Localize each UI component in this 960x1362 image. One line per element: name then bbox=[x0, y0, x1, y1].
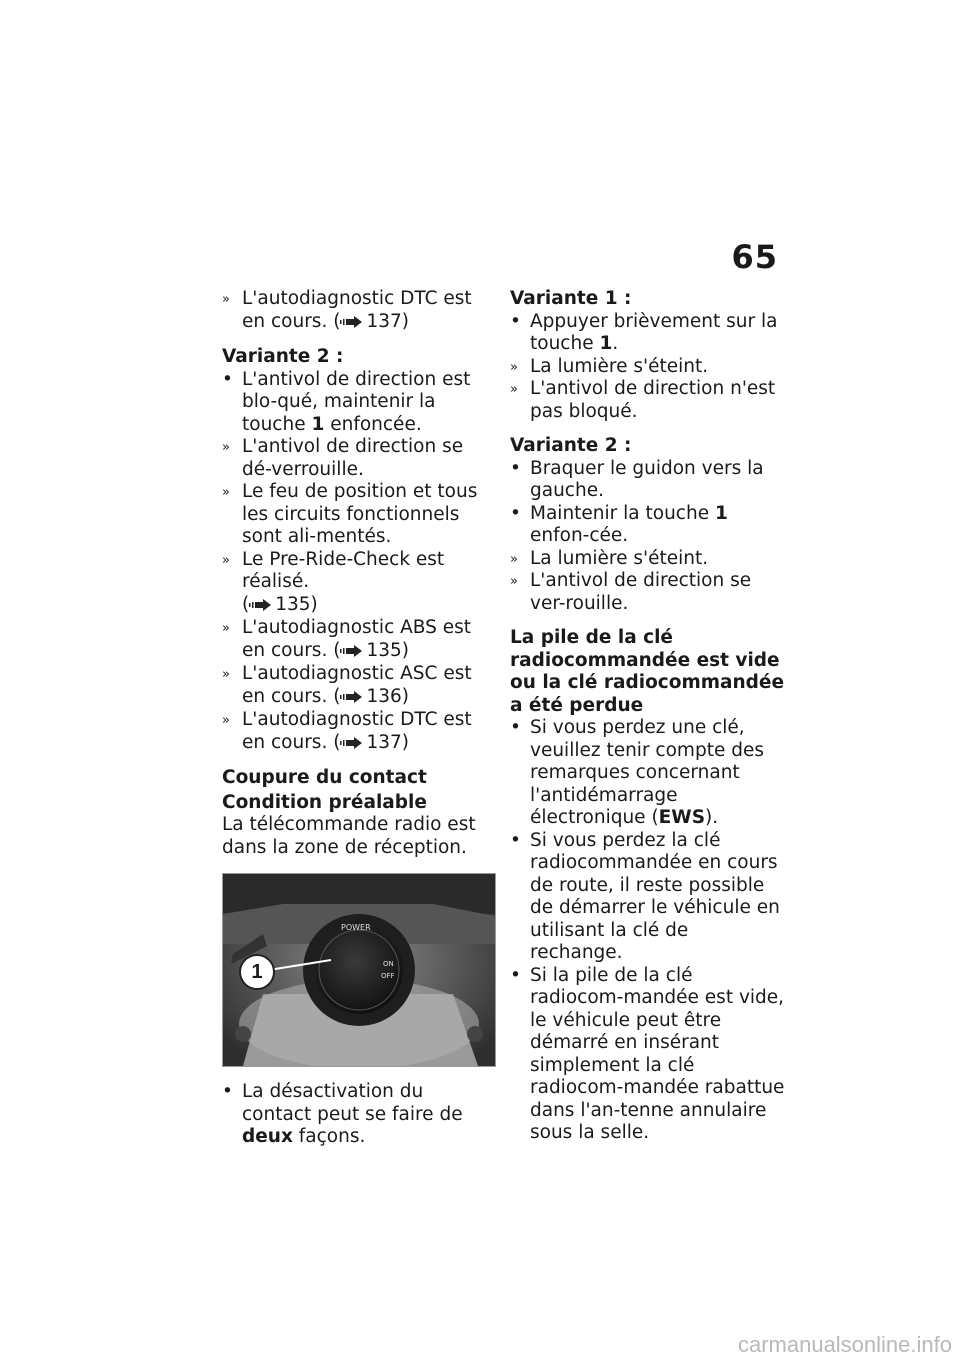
bold-word: deux bbox=[242, 1126, 293, 1147]
page-arrow-icon bbox=[249, 595, 271, 618]
page-reference[interactable]: ( 137) bbox=[333, 311, 409, 332]
list-item bbox=[222, 436, 494, 481]
power-label: POWER bbox=[341, 923, 371, 932]
bullet-icon: • bbox=[222, 368, 233, 390]
button-reference: 1 bbox=[714, 502, 728, 524]
page-reference-number: 137 bbox=[366, 310, 402, 332]
page-reference[interactable]: ( 135) bbox=[242, 594, 318, 615]
list-item bbox=[222, 369, 494, 437]
list-item bbox=[222, 549, 494, 618]
button-reference: 1 bbox=[599, 333, 613, 354]
list-item bbox=[510, 378, 785, 423]
list-item bbox=[510, 311, 785, 356]
item-text: L'antivol de direction n'est pas bloqué. bbox=[530, 378, 776, 422]
item-text: La lumière s'éteint. bbox=[530, 547, 709, 569]
item-text: Maintenir la touche bbox=[530, 502, 715, 524]
result-arrow-icon: » bbox=[510, 574, 518, 589]
button-reference: 1 bbox=[311, 413, 325, 435]
item-text: L'autodiagnostic ASC est en cours. bbox=[242, 663, 472, 707]
result-arrow-icon: » bbox=[222, 552, 230, 568]
list-item bbox=[510, 830, 785, 965]
item-text: La lumière s'éteint. bbox=[530, 355, 709, 377]
page-number: 65 bbox=[731, 238, 778, 276]
item-text: L'antivol de direction est blo-qué, maintenir la touche bbox=[242, 368, 471, 435]
left-column bbox=[222, 288, 494, 1149]
list-item bbox=[510, 548, 785, 571]
result-arrow-icon: » bbox=[222, 667, 230, 682]
right-column bbox=[510, 288, 785, 1145]
bullet-icon: • bbox=[510, 964, 521, 986]
item-text: Appuyer brièvement sur la touche bbox=[530, 310, 778, 354]
item-text: L'antivol de direction se dé-verrouille. bbox=[242, 436, 464, 480]
item-text: La désactivation du contact peut se faire de bbox=[242, 1081, 463, 1125]
result-arrow-icon: » bbox=[222, 292, 230, 307]
result-arrow-icon: » bbox=[222, 621, 230, 636]
item-text: enfoncée. bbox=[324, 413, 422, 435]
result-arrow-icon: » bbox=[510, 382, 518, 397]
page-arrow-icon bbox=[340, 641, 362, 664]
watermark: carmanualsonline.info bbox=[737, 1332, 952, 1357]
page-arrow-icon bbox=[340, 312, 362, 335]
bullet-icon: • bbox=[510, 717, 521, 738]
page-reference[interactable]: ( 135) bbox=[333, 640, 409, 661]
item-text: L'autodiagnostic ABS est en cours. bbox=[242, 617, 472, 661]
variant-2-heading: Variante 2 : bbox=[222, 346, 344, 367]
result-arrow-icon: » bbox=[510, 359, 518, 375]
item-text: L'antivol de direction se ver-rouille. bbox=[530, 570, 752, 614]
bullet-icon: • bbox=[510, 502, 521, 524]
list-item bbox=[222, 288, 494, 334]
bullet-icon: • bbox=[510, 457, 521, 479]
page-reference[interactable]: ( 137) bbox=[333, 732, 409, 753]
item-text: enfon-cée. bbox=[530, 525, 629, 546]
item-text: Braquer le guidon vers la gauche. bbox=[530, 457, 764, 501]
bullet-icon: • bbox=[222, 1081, 233, 1102]
item-text: façons. bbox=[292, 1126, 366, 1147]
list-item bbox=[222, 617, 494, 663]
page-arrow-icon bbox=[340, 687, 362, 710]
list-item bbox=[510, 717, 785, 830]
item-text: Le Pre-Ride-Check est réalisé. bbox=[242, 548, 445, 592]
item-text: . bbox=[612, 333, 619, 354]
section-heading: Coupure du contact bbox=[222, 767, 427, 788]
list-item bbox=[222, 1081, 494, 1149]
item-text: ). bbox=[705, 807, 719, 828]
page-reference-number: 137 bbox=[366, 731, 402, 753]
on-label: ON bbox=[383, 960, 394, 968]
page-arrow-icon bbox=[340, 733, 362, 756]
list-item bbox=[510, 458, 785, 503]
item-text: L'autodiagnostic DTC est en cours. bbox=[242, 709, 472, 753]
page-reference-number: 136 bbox=[366, 685, 402, 707]
item-text: Si la pile de la clé radiocom-mandée est vide, le véhicule peut être démarré en insérant simplement la clé radiocom-mandée rabattue dans l'an-tenne annulaire sous la selle. bbox=[530, 964, 785, 1143]
list-item bbox=[510, 503, 785, 548]
subheading: Condition préalable bbox=[222, 791, 427, 813]
result-arrow-icon: » bbox=[222, 485, 230, 500]
page-reference-number: 135 bbox=[275, 593, 311, 615]
result-arrow-icon: » bbox=[510, 551, 518, 567]
result-arrow-icon: » bbox=[222, 440, 230, 455]
item-text: Si vous perdez la clé radiocommandée en cours de route, il reste possible de démarrer le véhicule en utilisant la clé de rechange. bbox=[530, 829, 780, 963]
list-item bbox=[222, 709, 494, 755]
callout-number: 1 bbox=[239, 954, 275, 990]
item-text: Si vous perdez une clé, veuillez tenir compte des remarques concernant l'antidémarrage électronique ( bbox=[530, 717, 764, 828]
section-heading: La pile de la clé radiocommandée est vide ou la clé radiocommandée a été perdue bbox=[510, 627, 785, 716]
list-item bbox=[222, 663, 494, 709]
item-text: L'autodiagnostic DTC est en cours. bbox=[242, 288, 472, 332]
page-reference-number: 135 bbox=[366, 639, 402, 661]
list-item bbox=[510, 570, 785, 615]
variant-1-heading: Variante 1 : bbox=[510, 288, 632, 309]
bullet-icon: • bbox=[510, 310, 521, 332]
list-item bbox=[510, 356, 785, 379]
off-label: OFF bbox=[381, 972, 395, 980]
item-text: Le feu de position et tous les circuits fonctionnels sont ali-mentés. bbox=[242, 481, 478, 547]
list-item bbox=[510, 965, 785, 1145]
list-item bbox=[222, 481, 494, 549]
page-reference[interactable]: ( 136) bbox=[333, 686, 409, 707]
paragraph: La télécommande radio est dans la zone de réception. bbox=[222, 814, 476, 858]
result-arrow-icon: » bbox=[222, 713, 230, 728]
variant-2-heading: Variante 2 : bbox=[510, 435, 632, 456]
ignition-switch-photo bbox=[222, 873, 496, 1067]
bullet-icon: • bbox=[510, 829, 521, 851]
ews-abbreviation: EWS bbox=[658, 807, 706, 828]
